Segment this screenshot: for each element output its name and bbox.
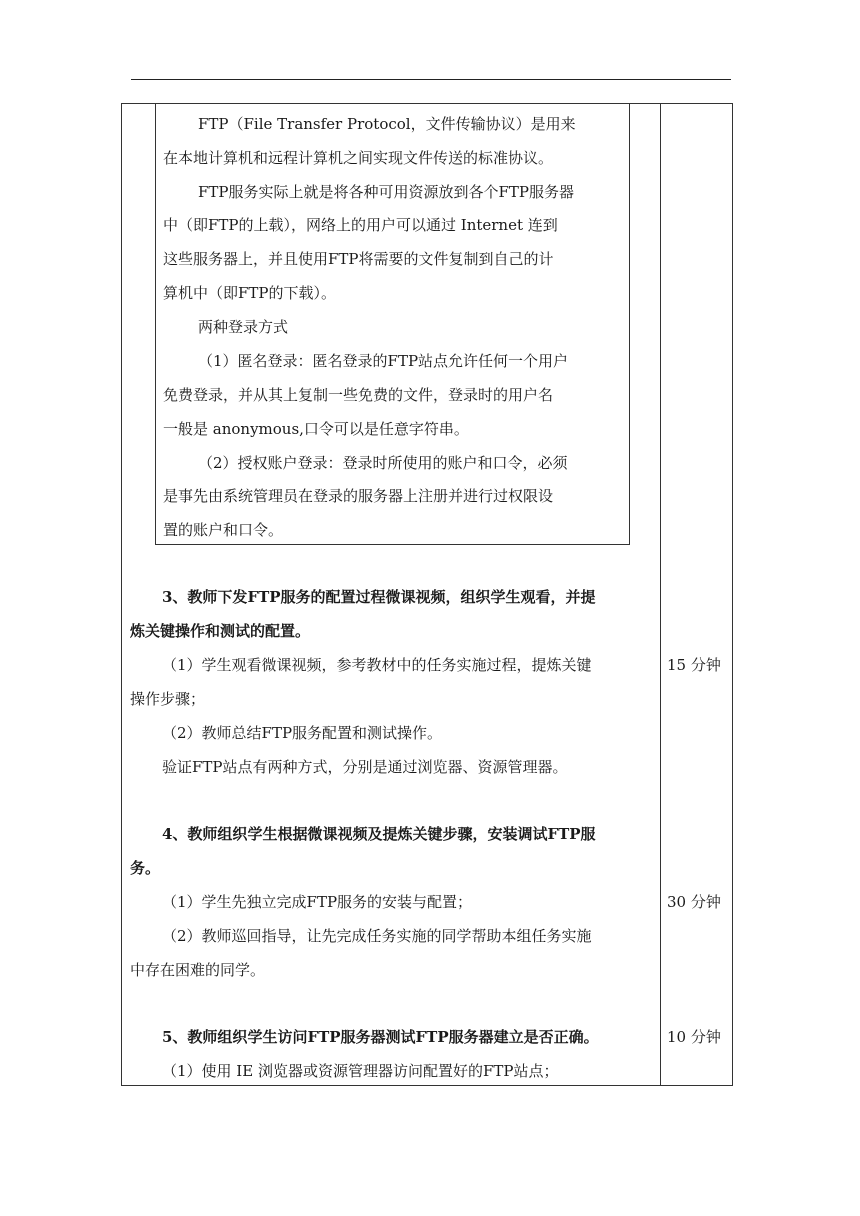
intro-p4-line2: 免费登录，并从其上复制一些免费的文件，登录时的用户名 xyxy=(163,386,554,404)
intro-p4-line3: 一般是 anonymous,口令可以是任意字符串。 xyxy=(163,420,469,438)
intro-p2-line4: 算机中（即FTP的下载）。 xyxy=(163,284,337,302)
step4-duration: 30 分钟 xyxy=(667,893,721,911)
step3-item1-line2: 操作步骤； xyxy=(130,690,206,708)
intro-p1-line2: 在本地计算机和远程计算机之间实现文件传送的标准协议。 xyxy=(163,149,554,167)
step3-title-line1: 3、教师下发FTP服务的配置过程微课视频，组织学生观看，并提 xyxy=(162,588,596,606)
intro-p3: 两种登录方式 xyxy=(198,318,289,336)
step4-item2-line1: （2）教师巡回指导，让先完成任务实施的同学帮助本组任务实施 xyxy=(162,927,592,945)
intro-p2-line2: 中（即FTP的上载），网络上的用户可以通过 Internet 连到 xyxy=(163,216,558,234)
step3-item2: （2）教师总结FTP服务配置和测试操作。 xyxy=(162,724,443,742)
intro-p1-line1: FTP（File Transfer Protocol，文件传输协议）是用来 xyxy=(198,115,576,133)
intro-p4-line1: （1）匿名登录：匿名登录的FTP站点允许任何一个用户 xyxy=(198,352,569,370)
intro-p5-line1: （2）授权账户登录：登录时所使用的账户和口令，必须 xyxy=(198,454,568,472)
step4-item1: （1）学生先独立完成FTP服务的安装与配置； xyxy=(162,893,473,911)
step3-item3: 验证FTP站点有两种方式，分别是通过浏览器、资源管理器。 xyxy=(162,758,568,776)
intro-p2-line3: 这些服务器上，并且使用FTP将需要的文件复制到自己的计 xyxy=(163,250,554,268)
step5-item1: （1）使用 IE 浏览器或资源管理器访问配置好的FTP站点； xyxy=(162,1062,559,1080)
step3-title-line2: 炼关键操作和测试的配置。 xyxy=(130,622,311,640)
step4-item2-line2: 中存在困难的同学。 xyxy=(130,961,266,979)
intro-p5-line2: 是事先由系统管理员在登录的服务器上注册并进行过权限设 xyxy=(163,487,554,505)
step5-duration: 10 分钟 xyxy=(667,1028,721,1046)
step5-title: 5、教师组织学生访问FTP服务器测试FTP服务器建立是否正确。 xyxy=(162,1028,599,1046)
time-column-divider xyxy=(660,103,661,1086)
step3-item1-line1: （1）学生观看微课视频，参考教材中的任务实施过程，提炼关键 xyxy=(162,656,592,674)
header-rule xyxy=(131,79,731,80)
step4-title-line2: 务。 xyxy=(130,859,161,877)
step4-title-line1: 4、教师组织学生根据微课视频及提炼关键步骤，安装调试FTP服 xyxy=(162,825,596,843)
intro-p2-line1: FTP服务实际上就是将各种可用资源放到各个FTP服务器 xyxy=(198,183,575,201)
intro-p5-line3: 置的账户和口令。 xyxy=(163,521,284,539)
step3-duration: 15 分钟 xyxy=(667,656,721,674)
